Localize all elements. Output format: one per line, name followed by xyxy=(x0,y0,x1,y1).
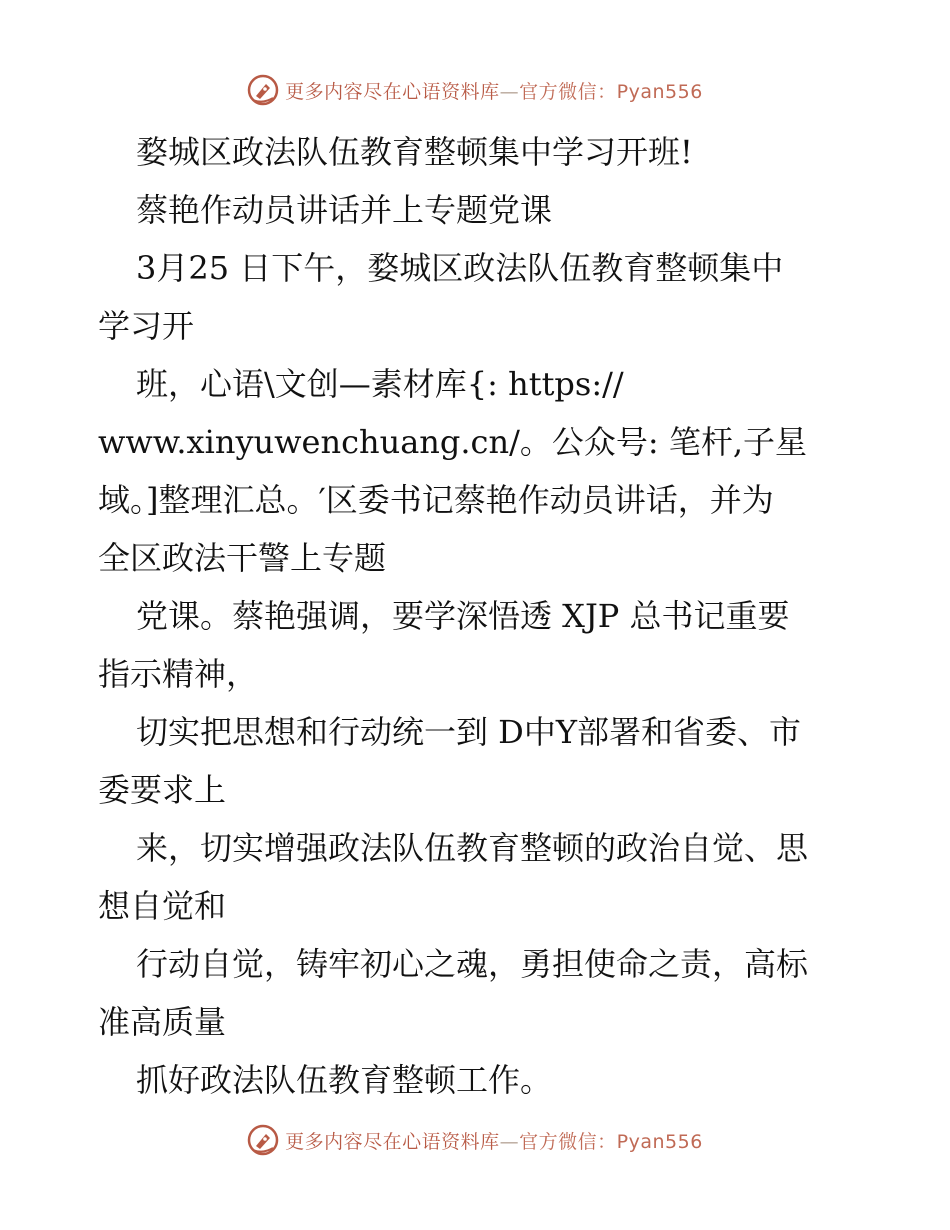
header-watermark xyxy=(247,74,703,106)
watermark-text xyxy=(285,1127,703,1154)
pen-nib-logo-icon xyxy=(247,74,279,106)
watermark-text xyxy=(285,77,703,104)
footer-watermark xyxy=(247,1124,703,1156)
article-line: 准高质量 xyxy=(98,1003,227,1041)
footer-watermark-banner xyxy=(0,1120,950,1160)
article-line: 3月25 日下午，婺城区政法队伍教育整顿集中 xyxy=(136,249,784,287)
article-body xyxy=(98,123,868,1109)
article-line: 行动自觉，铸牢初心之魂，勇担使命之责，高标 xyxy=(136,945,809,983)
article-line: 来，切实增强政法队伍教育整顿的政治自觉、思 xyxy=(136,829,809,867)
watermark-separator: — xyxy=(499,1130,520,1153)
watermark-wechat-text: 官方微信：Pyan556 xyxy=(519,80,703,103)
article-line: 全区政法干警上专题 xyxy=(98,539,387,577)
header-watermark-banner xyxy=(0,70,950,110)
article-line: 域。]整理汇总。′区委书记蔡艳作动员讲话，并为 xyxy=(98,481,774,519)
article-line: 婺城区政法队伍教育整顿集中学习开班! xyxy=(136,133,693,171)
article-line: 党课。蔡艳强调，要学深悟透 XJP 总书记重要 xyxy=(136,597,790,635)
pen-nib-logo-icon xyxy=(247,1124,279,1156)
article-line: 蔡艳作动员讲话并上专题党课 xyxy=(136,191,553,229)
watermark-wechat-text: 官方微信：Pyan556 xyxy=(519,1130,703,1153)
article-line: 想自觉和 xyxy=(98,887,227,925)
article-line: 抓好政法队伍教育整顿工作。 xyxy=(136,1061,553,1099)
article-line: 指示精神， xyxy=(98,655,259,693)
article-line: 班，心语\文创—素材库{: https:// xyxy=(136,365,624,403)
article-line: www.xinyuwenchuang.cn/。公众号: 笔杆,子星 xyxy=(98,423,807,461)
article-line: 学习开 xyxy=(98,307,195,345)
article-line: 切实把思想和行动统一到 D中Y部署和省委、市 xyxy=(136,713,801,751)
article-line: 委要求上 xyxy=(98,771,227,809)
watermark-main-text: 更多内容尽在心语资料库 xyxy=(285,1130,500,1153)
watermark-main-text: 更多内容尽在心语资料库 xyxy=(285,80,500,103)
watermark-separator: — xyxy=(499,80,520,103)
